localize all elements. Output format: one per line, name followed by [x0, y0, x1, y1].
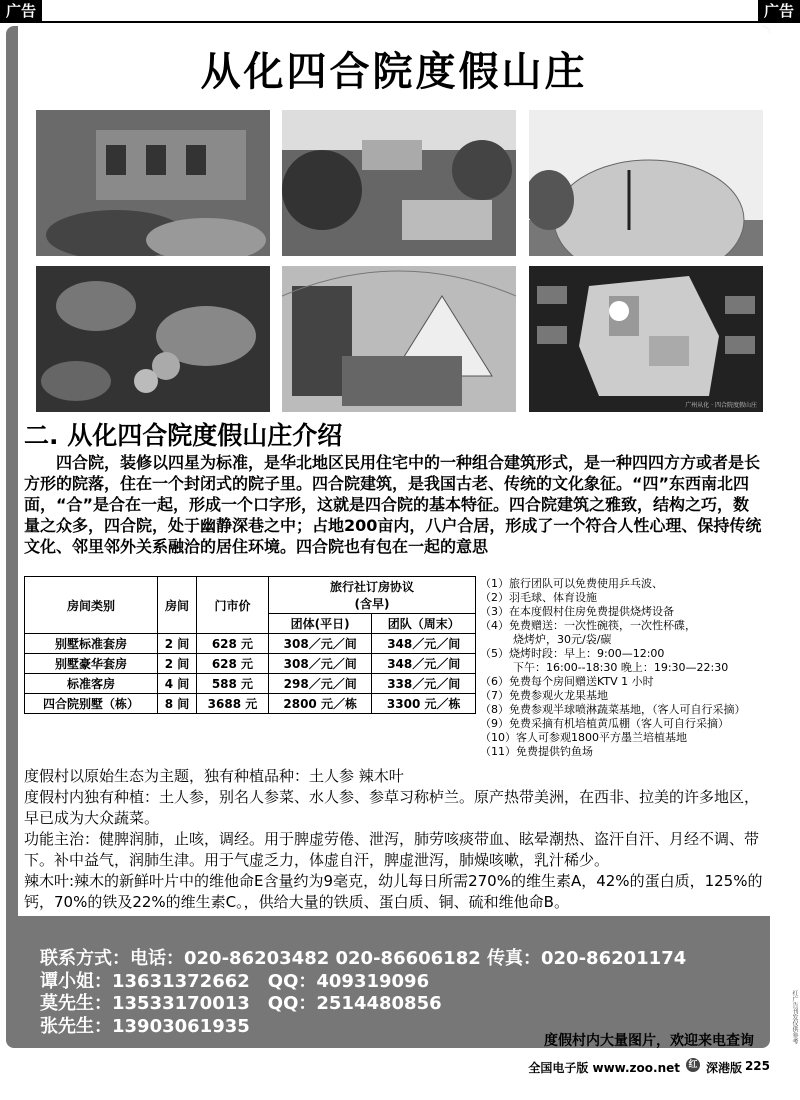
ad-frame — [6, 26, 770, 1048]
list-item: （1）旅行团队可以免费使用乒乓波、 — [480, 577, 663, 590]
table-row: 别墅标准套房 2 间 628 元 308／元／间 348／元／间 — [25, 634, 476, 654]
list-item: （7）免费参观火龙果基地 — [480, 689, 608, 702]
list-item: （3）在本度假村住房免费提供烧烤设备 — [480, 605, 674, 618]
list-item: （11）免费提供钓鱼场 — [480, 745, 593, 758]
th-rooms: 房间 — [158, 577, 197, 634]
photo-dome-interior — [282, 266, 516, 412]
contact-line: 联系方式：电话：020-86203482 020-86606182 传真：020-86201174 — [40, 948, 687, 969]
footer-logo-icon: 红 — [686, 1058, 700, 1072]
plant-description — [24, 766, 770, 913]
th-door-price: 门市价 — [197, 577, 269, 634]
th-room-type: 房间类别 — [25, 577, 158, 634]
list-item: （4）免费赠送：一次性碗筷，一次性杯碟， — [480, 619, 696, 632]
paragraph: 辣木叶:辣木的新鲜叶片中的维他命E含量约为9毫克，幼儿每日所需270%的维生素A，42%的蛋白质，125%的钙，70%的铁及22%的维生素C。，供给大量的铁质、蛋白质、铜、硫和维他命B。 — [24, 872, 763, 911]
photo-site-map — [529, 266, 763, 412]
contact-line: 莫先生：13533170013 QQ：2514480856 — [40, 993, 442, 1014]
paragraph: 功能主治：健脾润肺，止咳，调经。用于脾虚劳倦、泄泻，肺劳咳痰带血、眩晕潮热、盗汗自汗、月经不调、带下。补中益气，润肺生津。用于气虚乏力，体虚自汗，脾虚泄泻，肺燥咳嗽，乳汁稀少。 — [24, 830, 760, 869]
list-item: 烧烤炉，30元/袋/碳 — [480, 633, 612, 646]
table-row: 四合院别墅（栋） 8 间 3688 元 2800 元／栋 3300 元／栋 — [25, 694, 476, 714]
page-footer — [0, 1056, 800, 1078]
photo-garden-pond — [282, 110, 516, 256]
page-number: 225 — [744, 1059, 770, 1073]
contact-line: 张先生：13903061935 — [40, 1015, 250, 1037]
table-row: 标准客房 4 间 588 元 298／元／间 338／元／间 — [25, 674, 476, 694]
list-item: （6）免费每个房间赠送KTV 1 小时 — [480, 675, 654, 688]
ad-tag-right: 广告 — [758, 0, 800, 22]
list-item: （8）免费参观半球喷淋蔬菜基地，（客人可自行采摘） — [480, 703, 746, 716]
services-list — [480, 577, 770, 759]
bottom-note: 度假村内大量图片，欢迎来电查询 — [544, 1033, 754, 1048]
table-row: 别墅豪华套房 2 间 628 元 308／元／间 348／元／间 — [25, 654, 476, 674]
contact-line: 谭小姐：13631372662 QQ：409319096 — [40, 970, 430, 992]
header-rule — [0, 21, 800, 23]
th-group-weekend: 团队（周末） — [372, 614, 476, 634]
paragraph: 度假村以原始生态为主题，独有种植品种：土人参 辣木叶 — [24, 767, 404, 785]
list-item: （2）羽毛球、体育设施 — [480, 591, 597, 604]
photo-tomato-plants — [36, 266, 270, 412]
contact-block — [40, 948, 686, 1038]
photo-courtyard-house — [36, 110, 270, 256]
list-item: （5）烧烤时段：早上：9:00—12:00 — [480, 647, 665, 660]
footer-site: 全国电子版 www.zoo.net — [528, 1061, 680, 1075]
content-panel — [18, 26, 770, 916]
paragraph: 度假村内独有种植：土人参，别名人参菜、水人参、参草习称栌兰。原产热带美洲，在西非、拉美的许多地区，早已成为大众蔬菜。 — [24, 788, 760, 827]
side-disclaimer: 红广告刊发仅供参考 — [791, 990, 798, 1044]
page-title: 从化四合院度假山庄 — [200, 49, 588, 95]
footer-edition: 深港版 — [705, 1061, 742, 1075]
rate-table — [24, 576, 476, 714]
section-2-title: 二. 从化四合院度假山庄介绍 — [24, 421, 343, 450]
list-item: （10）客人可参观1800平方墨兰培植基地 — [480, 731, 687, 744]
th-agency: 旅行社订房协议 (含早) — [268, 577, 475, 614]
map-caption: 广州从化 · 四合院度假山庄 — [685, 402, 757, 409]
ad-tag-left: 广告 — [0, 0, 42, 22]
th-group-weekday: 团体(平日) — [268, 614, 372, 634]
photo-dome-greenhouse — [529, 110, 763, 256]
intro-paragraph: 四合院，装修以四星为标准，是华北地区民用住宅中的一种组合建筑形式，是一种四四方方或者是长方形的院落，住在一个封闭式的院子里。四合院建筑，是我国古老、传统的文化象征。“四”东西南北四面，“合”是合在一起，形成一个口字形，这就是四合院的基本特征。四合院建筑之雅致，结构之巧，数量之众多，四合院，处于幽静深巷之中；占地200亩内，八户合居，形成了一个符合人性心理、保持传统文化、邻里邻外关系融洽的居住环境。四合院也有包在一起的意思 — [24, 453, 762, 556]
list-item: （9）免费采摘有机培植黄瓜棚（客人可自行采摘） — [480, 717, 729, 730]
list-item: 下午：16:00--18:30 晚上：19:30—22:30 — [480, 661, 729, 674]
